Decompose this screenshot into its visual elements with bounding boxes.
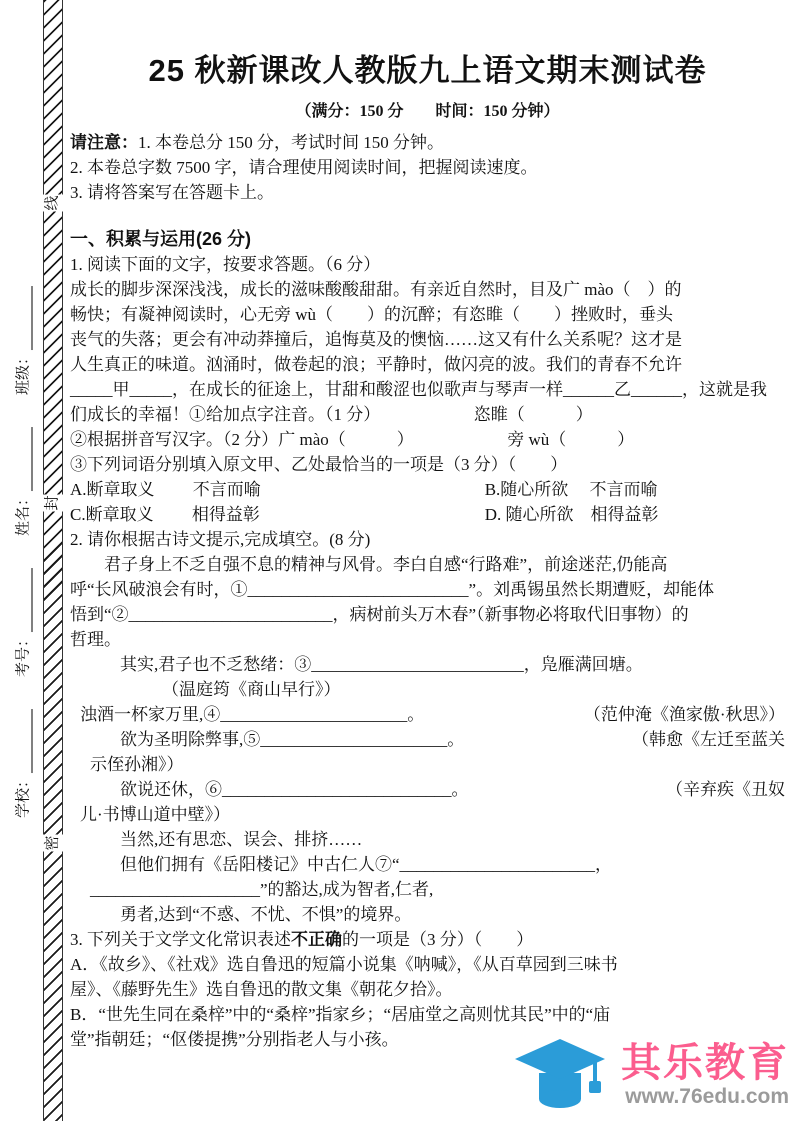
q1-prompt: 1. 阅读下面的文字，按要求答题。（6 分）: [70, 255, 381, 274]
seal-char-feng: 封: [43, 494, 64, 511]
page-title: 25 秋新课改人教版九上语文期末测试卷: [148, 53, 707, 88]
q3-option-a-line1: A．《故乡》、《社戏》选自鲁迅的短篇小说集《呐喊》，《从百草园到三味书: [70, 955, 618, 974]
passage-line: _____甲_____，在成长的征途上，甘甜和酸涩也似歌声与琴声一样______乙______，这就是我: [70, 380, 767, 399]
q2-para-line: 悟到“②________________________，病树前头万木春”（新事物必将取代旧事物）的: [70, 605, 689, 624]
q1-option-d: D. 随心所欲 相得益彰: [484, 505, 659, 524]
q1-option-c: C.断章取义 相得益彰: [70, 505, 260, 524]
q3-prompt-emphasis: 不正确: [291, 930, 342, 949]
notice-line-3: 3. 请将答案写在答题卡上。: [70, 183, 274, 202]
seal-char-mi: 密: [43, 834, 64, 851]
class-label: 班级：: [15, 349, 31, 395]
brand-name: 其乐教育: [621, 1041, 789, 1085]
score-time-subtitle: （满分：150 分 时间：150 分钟）: [295, 103, 560, 120]
school-blank-line: [16, 709, 32, 773]
school-label: 学校：: [15, 773, 31, 819]
section-1-heading: 一、积累与运用(26 分): [70, 229, 252, 249]
graduation-cap-icon: [515, 1035, 615, 1115]
q2-para-line: 哲理。: [70, 630, 121, 649]
passage-line: 丧气的失落；更会有冲动莽撞后，追悔莫及的懊恼……这又有什么关系呢？这才是: [70, 330, 682, 349]
q3-option-a-line2: 屋》、《藤野先生》选自鲁迅的散文集《朝花夕拾》。: [70, 980, 453, 999]
notice-1-text: 1. 本卷总分 150 分，考试时间 150 分钟。: [138, 133, 444, 152]
q2-fill-7-cont: ____________________”的豁达,成为智者,仁者,: [90, 880, 434, 899]
q2-fill-7: 但他们拥有《岳阳楼记》中古仁人⑦“_______________________，: [120, 855, 613, 874]
q2-source-6-cont: 儿·书博山道中壁》）: [80, 805, 231, 824]
q3-prompt-post: 的一项是（3 分）（ ）: [342, 930, 534, 949]
q3-prompt-pre: 3. 下列关于文学文化常识表述: [70, 930, 291, 949]
student-info-fields: [11, 286, 32, 818]
name-label: 姓名：: [15, 490, 31, 536]
q2-prompt: 2. 请你根据古诗文提示,完成填空。(8 分): [70, 530, 371, 549]
exam-number-label: 考号：: [15, 632, 31, 678]
q2-line-7: 当然,还有思恋、误会、排挤……: [120, 830, 363, 849]
q2-para-line: 呼“长风破浪会有时，①__________________________”。刘禹锡虽然长期遭贬，却能体: [70, 580, 715, 599]
brand-url: www.76edu.com: [625, 1085, 789, 1108]
passage-line: 畅快；有凝神阅读时，心无旁 wù（ ）的沉醉；有恣睢（ ）挫败时，垂头: [70, 305, 674, 324]
q1-option-b: B.随心所欲 不言而喻: [484, 480, 658, 499]
student-info-margin: [0, 0, 43, 1121]
passage-line: 成长的脚步深深浅浅，成长的滋味酸酸甜甜。有亲近自然时，目及广 mào（ ）的: [70, 280, 682, 299]
class-field: [11, 286, 32, 395]
notice-label: 请注意：: [70, 133, 138, 152]
logo-text-block: [621, 1041, 789, 1109]
q1-sub3: ③下列词语分别填入原文甲、乙处最恰当的一项是（3 分）（ ）: [70, 455, 568, 474]
name-blank-line: [16, 427, 32, 491]
passage-line: 人生真正的味道。汹涌时，做卷起的浪；平静时，做闪亮的波。我们的青春不允许: [70, 355, 682, 374]
q1-sub2: ②根据拼音写汉字。（2 分）广 mào（ ） 旁 wù（ ）: [70, 430, 635, 449]
q2-fill-4-row: [70, 702, 785, 727]
q2-line-10: 勇者,达到“不惑、不忧、不惧”的境界。: [120, 905, 412, 924]
q2-fill-5-row: [70, 727, 785, 752]
exam-number-blank-line: [16, 568, 32, 632]
school-field: [11, 709, 32, 818]
class-blank-line: [16, 286, 32, 350]
watermark-logo: [515, 1035, 789, 1115]
q2-source-4: （范仲淹《渔家傲·秋思》）: [583, 705, 785, 724]
seal-line-column: [43, 0, 63, 1121]
q1-option-a: A.断章取义 不言而喻: [70, 480, 261, 499]
exam-number-field: [11, 568, 32, 677]
notice-line-1: [70, 130, 785, 155]
exam-content: [64, 0, 793, 1121]
name-field: [11, 427, 32, 536]
q3-prompt: [70, 927, 785, 952]
q2-source-3: （温庭筠《商山早行》）: [162, 680, 341, 699]
q2-fill-3: 其实,君子也不乏愁绪：③_________________________，凫雁满回塘。: [120, 655, 643, 674]
q2-source-5-cont: 示侄孙湘》）: [90, 755, 184, 774]
q1-sub1: 们成长的幸福！①给加点字注音。（1 分） 恣睢（ ）: [70, 405, 593, 424]
q2-fill-6-row: [70, 777, 785, 802]
q2-source-6: （辛弃疾《丑奴: [666, 780, 785, 799]
q3-option-b-line1: B．“世先生同在桑梓”中的“桑梓”指家乡；“居庙堂之高则忧其民”中的“庙: [70, 1005, 611, 1024]
q2-source-5: （韩愈《左迁至蓝关: [632, 730, 785, 749]
q2-fill-5: 欲为圣明除弊事,⑤______________________。: [120, 730, 465, 749]
seal-char-xian: 线: [43, 194, 64, 211]
q3-option-b-line2: 堂”指朝廷；“伛偻提携”分别指老人与小孩。: [70, 1030, 399, 1049]
q2-fill-6: 欲说还休，⑥___________________________。: [120, 780, 469, 799]
q2-fill-4: 浊酒一杯家万里,④______________________。: [80, 705, 425, 724]
notice-line-2: 2. 本卷总字数 7500 字，请合理使用阅读时间，把握阅读速度。: [70, 158, 538, 177]
q2-para-line: 君子身上不乏自强不息的精神与风骨。李白自感“行路难”，前途迷茫,仍能高: [70, 555, 668, 574]
q1-options: [70, 477, 785, 527]
